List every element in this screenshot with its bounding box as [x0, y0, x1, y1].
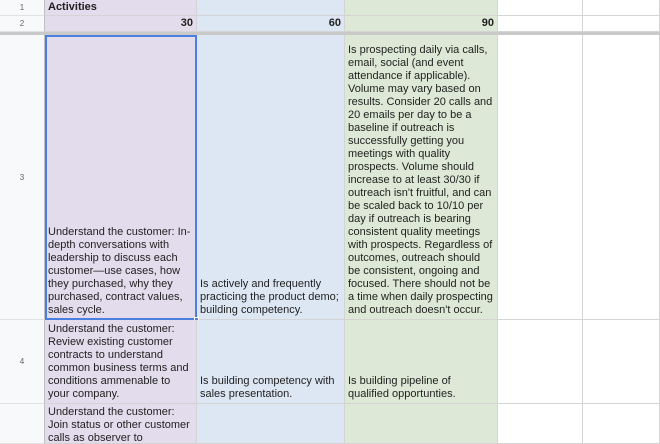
cell-e3[interactable]: [583, 35, 660, 320]
cell-d4[interactable]: [498, 320, 583, 404]
cell-text: Is prospecting daily via calls, email, social (and event attendance if applicable). Volume may vary based on results. Consider 20 calls and 20 emails per day to be a baseline if outreach is successfully getting you meetings with quality prospects. Volume should increase to at least 30/30 if outreach isn't fruitful, and can be scaled back to 10/10 per day if outreach is bearing consistent quality meetings with prospects. Regardless of outcomes, outreach should be consistent, ongoing and focused. There should not be a time when daily prospecting and outreach doesn't occur.: [348, 44, 493, 316]
row-header-4[interactable]: [0, 320, 45, 404]
cell-b1[interactable]: [197, 0, 345, 16]
cell-a3[interactable]: [45, 35, 197, 320]
cell-b3[interactable]: [197, 35, 345, 320]
cell-text: Understand the customer: Review existing customer contracts to understand common business terms and conditions ammenable to your company.: [48, 323, 189, 400]
cell-text: Is building pipeline of qualified opportunties.: [348, 375, 456, 400]
cell-text: Understand the customer: In-depth conversations with leadership to discuss each customer—use cases, how they purchased, why they purchased, contract values, sales cycle.: [48, 226, 191, 316]
row-header-3[interactable]: [0, 35, 45, 320]
cell-d1[interactable]: [498, 0, 583, 16]
row-header-2[interactable]: [0, 16, 45, 32]
cell-b2[interactable]: 60: [197, 16, 345, 32]
row-header-1[interactable]: [0, 0, 45, 16]
cell-d3[interactable]: [498, 35, 583, 320]
cell-d5[interactable]: [498, 404, 583, 444]
row-number: 4: [19, 357, 25, 366]
cell-a2[interactable]: 30: [45, 16, 197, 32]
cell-c3[interactable]: [345, 35, 498, 320]
row-number: 3: [19, 172, 25, 182]
cell-c1[interactable]: [345, 0, 498, 16]
row-number: 2: [19, 19, 25, 28]
cell-d2[interactable]: [498, 16, 583, 32]
cell-a1[interactable]: Activities: [45, 0, 197, 16]
cell-e1[interactable]: [583, 0, 660, 16]
cell-a4[interactable]: [45, 320, 197, 404]
cell-c5[interactable]: [345, 404, 498, 444]
cell-e5[interactable]: [583, 404, 660, 444]
cell-c2[interactable]: 90: [345, 16, 498, 32]
cell-c4[interactable]: [345, 320, 498, 404]
cell-b5[interactable]: [197, 404, 345, 444]
cell-text: Is building competency with sales presentation.: [200, 375, 335, 400]
cell-e2[interactable]: [583, 16, 660, 32]
cell-e4[interactable]: [583, 320, 660, 404]
cell-text: Is actively and frequently practicing the product demo; building competency.: [200, 278, 339, 316]
cell-b4[interactable]: [197, 320, 345, 404]
row-header-5[interactable]: [0, 404, 45, 444]
cell-a5[interactable]: [45, 404, 197, 444]
cell-text: Understand the customer: Join status or other customer calls as observer to: [48, 406, 190, 444]
row-number: 1: [19, 3, 25, 12]
